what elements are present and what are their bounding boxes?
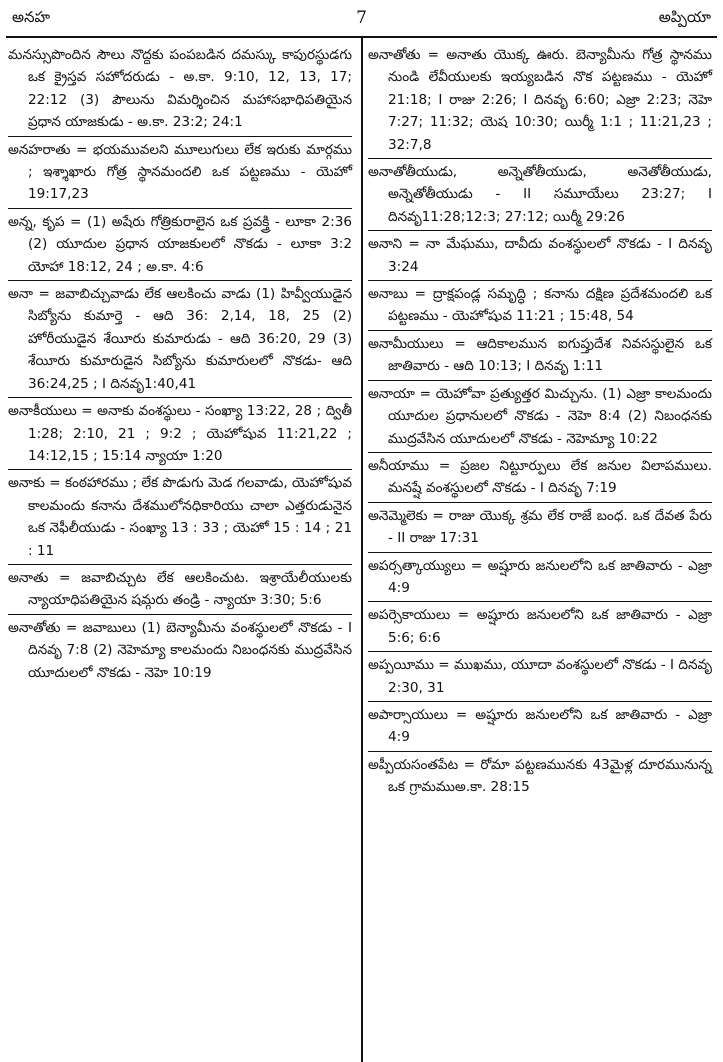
entry-separator [8, 280, 352, 281]
entry-separator [368, 230, 712, 231]
dictionary-entry: అనాబు = ద్రాక్షపండ్ల సమృద్ధి ; కనాను దక్షిణ ప్రదేశమందలి ఒక పట్టణము - యెహోషువ 11:21 ; 15:48, 54 [368, 286, 712, 325]
dictionary-entry: అనెమ్మెలెకు = రాజు యొక్క శ్రమ లేక రాజే బంధ. ఒక దేవత పేరు - II రాజు 17:31 [368, 507, 712, 547]
page-header [0, 0, 723, 36]
dictionary-entry: అన్న, కృప = (1) అషేరు గోత్రికురాలైన ఒక ప్రవక్త్రి - లూకా 2:36 (2) యూదుల ప్రధాన యాజకులలో నొకడు - లూకా 3:2 యోహా 18:12, 24 ; అ.కా. 4:6 [8, 213, 352, 275]
dictionary-entry: అనాయా = యెహోవా ప్రత్యుత్తర మిచ్చును. (1) ఎజ్రా కాలమందు యూదుల ప్రధానులలో నొకడు - నెహె 8:4 (2) నిబంధనకు ముద్రవేసిన యూదులలో నొకడు - నెహెమ్యా 10:22 [368, 385, 712, 447]
entry-separator [8, 397, 352, 398]
dictionary-entry: అపార్సాయులు = అష్షూరు జనులలోని ఒక జాతివారు - ఎజ్రా 4:9 [368, 706, 712, 746]
header-right-guide-word: అప్పియా [658, 8, 711, 26]
dictionary-entry: అనాకీయులు = అనాకు వంశస్థులు - సంఖ్యా 13:22, 28 ; ద్వితీ 1:28; 2:10, 21 ; 9:2 ; యెహోషువ 11:21,22 ; 14:12,15 ; 15:14 న్యాయా 1:20 [8, 403, 352, 464]
entry-separator [368, 701, 712, 702]
dictionary-entry: అనా = జవాబిచ్చువాడు లేక ఆలకించు వాడు (1) హివ్వీయుడైన సిబ్యోను కుమార్తె - ఆది 36: 2,14, 18, 25 (2) హోరీయుడైన శేయీరు కుమారుడు - ఆది 36:20, 29 (3) శేయీరు కుమారుడైన సిబ్యోను కుమారులలో నొకడు- ఆది 36:24,25 ; I దినవృ1:40,41 [8, 286, 352, 392]
dictionary-entry: అనాతు = జవాబిచ్చుట లేక ఆలకించుట. ఇశ్రాయేలీయులకు న్యాయాధిపతియైన షమ్గరు తండ్రి - న్యాయా 3:30; 5:6 [8, 569, 352, 609]
entry-separator [8, 469, 352, 470]
entry-separator [8, 208, 352, 209]
dictionary-entry: అపర్సత్కాయ్యులు = అష్షూరు జనులలోని ఒక జాతివారు - ఎజ్రా 4:9 [368, 557, 712, 596]
left-column [8, 44, 352, 686]
dictionary-entry: అపర్సెకాయులు = అష్షూరు జనులలోని ఒక జాతివారు - ఎజ్రా 5:6; 6:6 [368, 607, 712, 646]
dictionary-entry: అనామీయులు = ఆదికాలమున ఐగుప్తుదేశ నివసస్థులైన ఒక జాతివారు - ఆది 10:13; I దినవృ 1:11 [368, 335, 712, 375]
dictionary-entry: అప్పీయసంతపేట = రోమా పట్టణమునకు 43మైళ్ల దూరమునున్న ఒక గ్రామముఅ.కా. 28:15 [368, 756, 712, 796]
dictionary-entry: అనాతోతు = జవాబులు (1) బెన్యామీను వంశస్థులలో నొకడు - I దినవృ 7:8 (2) నెహెమ్యా కాలమందు నిబంధనకు ముద్రవేసిన యూదులలో నొకడు - నెహె 10:19 [8, 619, 352, 681]
entry-separator [368, 552, 712, 553]
header-left-guide-word: అనహ [12, 8, 51, 26]
entry-separator [368, 330, 712, 331]
entry-separator [368, 601, 712, 602]
dictionary-entry: అనాకు = కంఠహారము ; లేక పొడుగు మెడ గలవాడు, యెహోషువ కాలమందు కనాను దేశములోనధికారియు చాలా ఎత్తరుడునైన ఒక నెఫీలీయుడు - సంఖ్యా 13 : 33 ; యెహో 15 : 14 ; 21 : 11 [8, 475, 352, 559]
entry-separator [8, 136, 352, 137]
right-column [368, 44, 712, 801]
entry-separator [368, 502, 712, 503]
entry-separator [368, 280, 712, 281]
entry-separator [368, 651, 712, 652]
entry-separator [368, 380, 712, 381]
entry-separator [368, 452, 712, 453]
dictionary-entry: అనీయాము = ప్రజల నిట్టూర్పులు లేక జనుల విలాపములు. మనష్షే వంశస్థులలో నొకడు - I దినవృ 7:19 [368, 457, 712, 497]
dictionary-entry: అనాతోతీయుడు, అన్నెతోతీయుడు, అనెతోతీయుడు, అన్నెతోతీయుడు - II సమూయేలు 23:27; I దినవృ11:28;12:3; 27:12; యిర్మీ 29:26 [368, 164, 712, 225]
entry-separator [8, 564, 352, 565]
entry-separator [8, 614, 352, 615]
page-number: 7 [356, 8, 367, 28]
entry-separator [368, 751, 712, 752]
entry-separator [368, 158, 712, 159]
dictionary-entry: మనస్సుపొందిన సౌలు నొద్దకు పంపబడిన దమస్కు కాపురస్థుడగు ఒక క్రైస్తవ సహోదరుడు - అ.కా. 9:10, 12, 13, 17; 22:12 (3) పౌలును విమర్శించిన మహాసభాధిపతియైన ప్రధాన యాజకుడు - అ.కా. 23:2; 24:1 [8, 47, 352, 131]
dictionary-entry: అనాతోతు = అనాతు యొక్క ఊరు. బెన్యామీను గోత్ర స్థానము నుండి లేవీయులకు ఇయ్యబడిన నొక పట్టణము - యెహో 21:18; I రాజు 2:26; I దినవృ 6:60; ఎజ్రా 2:23; నెహె 7:27; 11:32; యెష 10:30; యిర్మీ 1:1 ; 11:21,23 ; 32:7,8 [368, 47, 712, 153]
column-divider [361, 36, 363, 1062]
dictionary-entry: అనహరాతు = భయమువలని మూలుగులు లేక ఇరుకు మార్గము ; ఇశ్శాఖారు గోత్ర స్థానమందలి ఒక పట్టణము - యెహో 19:17,23 [8, 141, 352, 203]
dictionary-entry: అనాని = నా మేఘము, దావీదు వంశస్థులలో నొకడు - I దినవృ 3:24 [368, 236, 712, 275]
dictionary-entry: అప్పయీము = ముఖము, యూదా వంశస్థులలో నొకడు - I దినవృ 2:30, 31 [368, 657, 712, 696]
